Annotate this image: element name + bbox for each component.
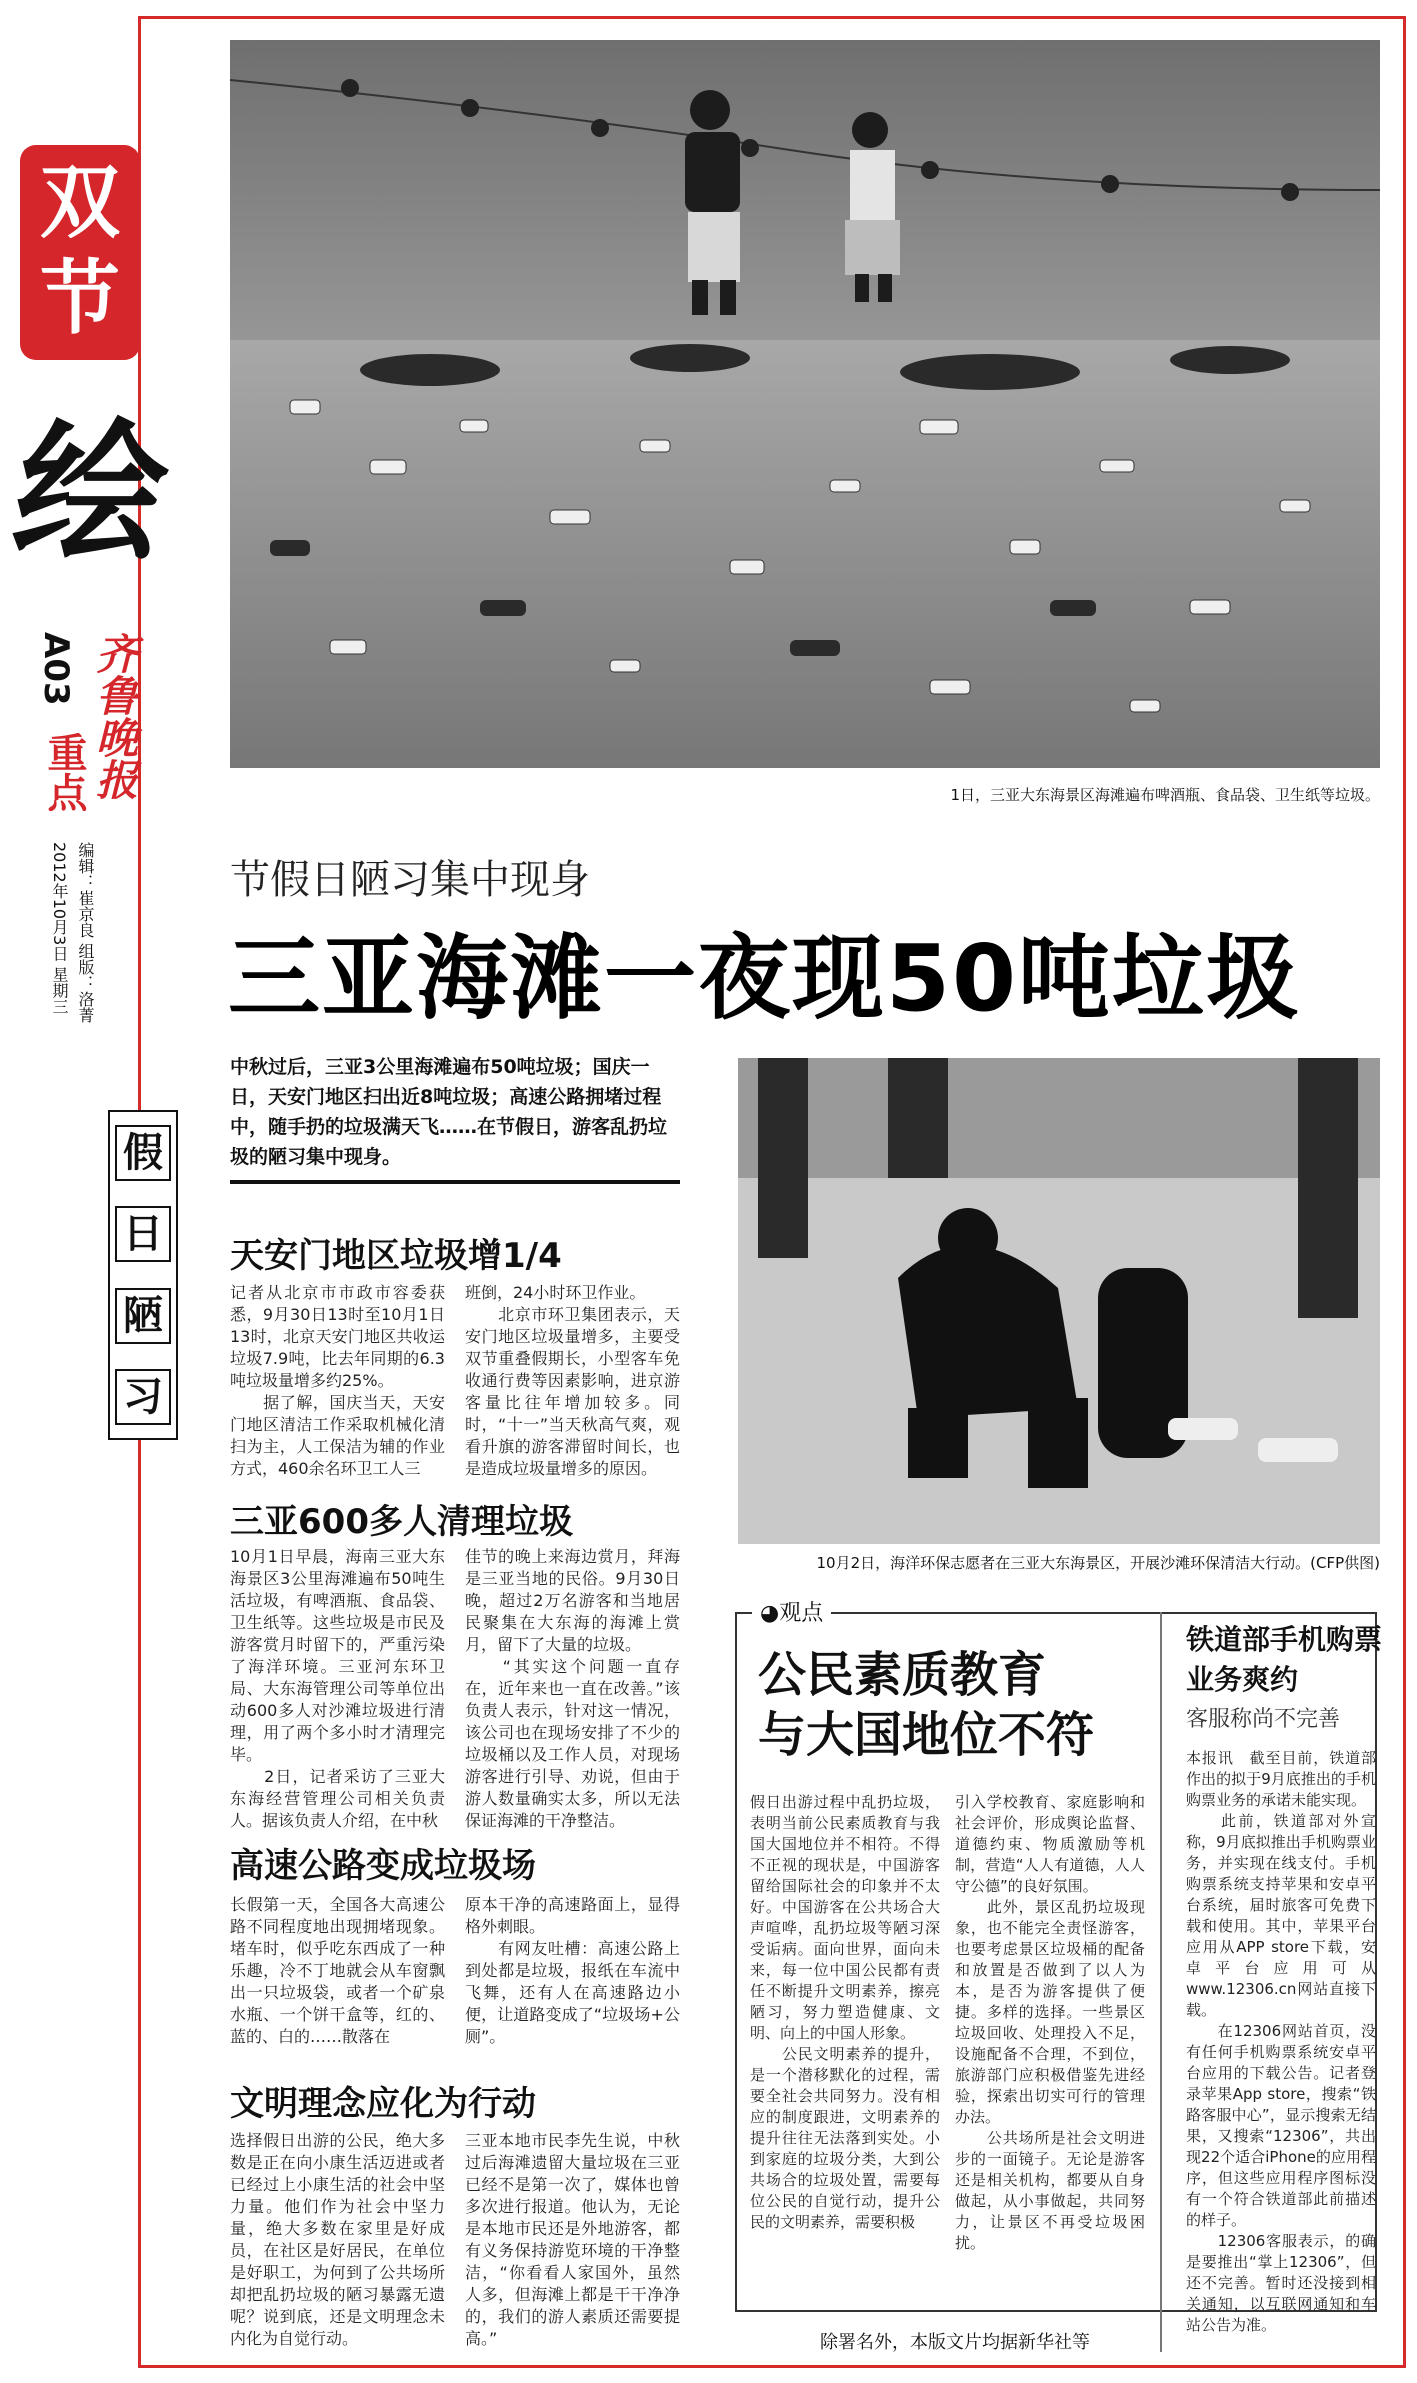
section-title: 文明理念应化为行动 xyxy=(230,2084,536,2124)
section-title: 高速公路变成垃圾场 xyxy=(230,1846,536,1886)
article-column: 记者从北京市市政市容委获悉，9月30日13时至10月1日13时，北京天安门地区共收运垃圾7.9吨，比去年同期的6.3吨垃圾量增多约25%。 据了解，国庆当天，天安门地区清洁工作采取机械化清扫为主，人工保洁为辅的作业方式，460余名环卫工人三 xyxy=(230,1283,445,1478)
photo2-caption: 10月2日，海洋环保志愿者在三亚大东海景区，开展沙滩环保清洁大行动。(CFP供图) xyxy=(816,1554,1380,1572)
volunteer-cleanup-photo xyxy=(738,1058,1380,1544)
article-column: 佳节的晚上来海边赏月，拜海是三亚当地的民俗。9月30日晚，超过2万名游客和当地居民聚集在大东海的海滩上赏月，留下了大量的垃圾。 “其实这个问题一直存在，近年来也一直在改善。”该负责人表示，针对这一情况，该公司也在现场安排了不少的垃圾桶以及工作人员，对现场游客进行引导、劝说，但由于游人数量确实太多，所以无法保证海滩的干净整洁。 xyxy=(465,1547,680,1830)
article-column: 长假第一天，全国各大高速公路不同程度地出现拥堵现象。堵车时，似乎吃东西成了一种乐趣，冷不丁地就会从车窗飘出一只垃圾袋，或者一个矿泉水瓶、一个饼干盒等，红的、蓝的、白的……散落在 xyxy=(230,1895,445,2046)
article-column: 三亚本地市民李先生说，中秋过后海滩遗留大量垃圾在三亚已经不是第一次了，媒体也曾多次进行报道。他认为，无论是本地市民还是外地游客，都有义务保持游览环境的干净整洁，“你看看人家国外，虽然人多，但海滩上都是干干净净的，我们的游人素质还需要提高。” xyxy=(465,2131,680,2348)
masthead-rail xyxy=(22,632,139,1152)
article-column: 选择假日出游的公民，绝大多数是正在向小康生活迈进或者已经过上小康生活的社会中坚力量。他们作为社会中坚力量，绝大多数在家里是好成员，在社区是好居民，在单位是好职工，为何到了公共场所却把乱扔垃圾的陋习暴露无遗呢？说到底，还是文明理念未内化为自觉行动。 xyxy=(230,2131,445,2348)
column-tag xyxy=(108,1110,178,1440)
opinion-tag: ◕观点 xyxy=(752,1596,831,1627)
column-tag-char: 习 xyxy=(115,1369,171,1425)
article-column: 原本干净的高速路面上，显得格外刺眼。 有网友吐槽：高速公路上到处都是垃圾，报纸在车流中飞舞，还有人在高速路边小便，让道路变成了“垃圾场+公厕”。 xyxy=(465,1895,680,2046)
page-number: A03 xyxy=(36,632,76,706)
section-title: 三亚600多人清理垃圾 xyxy=(230,1502,573,1542)
kicker: 节假日陋习集中现身 xyxy=(230,857,590,903)
opinion-title xyxy=(758,1645,1094,1765)
lead-paragraph: 中秋过后，三亚3公里海滩遍布50吨垃圾；国庆一日，天安门地区扫出近8吨垃圾；高速公路拥堵过程中，随手扔的垃圾满天飞……在节假日，游客乱扔垃圾的陋习集中现身。 xyxy=(230,1056,668,1168)
side-body: 本报讯 截至目前，铁道部作出的拟于9月底推出的手机购票业务的承诺未能实现。 此前，铁道部对外宣称，9月底拟推出手机购票业务，并实现在线支付。手机购票系统支持苹果和安卓平台系统，届时旅客可免费下载和使用。其中，苹果平台应用从APP store下载，安卓平台应用可从www.12306.cn网站直接下载。 在12306网站首页，没有任何手机购票系统安卓平台应用的下载公告。记者登录苹果App store，搜索“铁路客服中心”，显示搜索无结果，又搜索“12306”，共出现22个适合iPhone的应用程序，但这些应用程序图标没有一个符合铁道部此前描述的样子。 12306客服表示，的确是要推出“掌上12306”，但还不完善。暂时还没接到相关通知，以互联网通知和车站公告为准。 xyxy=(1186,1749,1376,2334)
issue-date: 2012年10月3日 星期三 xyxy=(50,842,69,1015)
masthead-badge xyxy=(20,145,140,360)
paper-name: 齐鲁晚报 xyxy=(90,632,139,800)
column-tag-char: 假 xyxy=(115,1125,171,1181)
article-column: 班倒，24小时环卫作业。 北京市环卫集团表示，天安门地区垃圾量增多，主要受双节重叠假期长，小型客车免收通行费等因素影响，进京游客量比往年增加较多。同时，“十一”当天秋高气爽，观看升旗的游客滞留时间长，也是造成垃圾量增多的原因。 xyxy=(465,1283,680,1478)
article-column: 10月1日早晨，海南三亚大东海景区3公里海滩遍布50吨生活垃圾，有啤酒瓶、食品袋、卫生纸等。这些垃圾是市民及游客赏月时留下的，严重污染了海洋环境。三亚河东环卫局、大东海管理公司等单位出动600多人对沙滩垃圾进行清理，用了两个多小时才清理完毕。 2日，记者采访了三亚大东海经营管理公司相关负责人。据该负责人介绍，在中秋 xyxy=(230,1547,445,1830)
side-subtitle: 客服称尚不完善 xyxy=(1186,1707,1341,1732)
volunteer-cleanup-image xyxy=(738,1058,1380,1544)
lead-rule xyxy=(230,1180,680,1184)
opinion-tag-label: 观点 xyxy=(779,1601,824,1626)
photo1-caption: 1日，三亚大东海景区海滩遍布啤酒瓶、食品袋、卫生纸等垃圾。 xyxy=(950,786,1380,804)
column-tag-char: 日 xyxy=(115,1206,171,1262)
side-title: 铁道部手机购票业务爽约 xyxy=(1186,1623,1383,1696)
badge-char-1: 双 xyxy=(40,156,120,249)
section-name: 重点 xyxy=(41,732,87,812)
beach-trash-image xyxy=(230,40,1380,768)
headline: 三亚海滩一夜现50吨垃圾 xyxy=(228,925,1301,1032)
section-title: 天安门地区垃圾增1/4 xyxy=(230,1236,562,1276)
editors: 编辑：崔京良 组版：洛菁 xyxy=(76,842,95,1024)
column-tag-char: 陋 xyxy=(115,1288,171,1344)
footnote: 除署名外，本版文片均据新华社等 xyxy=(820,2332,1090,2353)
opinion-column: 引入学校教育、家庭影响和社会评价，形成舆论监督、道德约束、物质激励等机制，营造“人人有道德，人人守公德”的良好氛围。 此外，景区乱扔垃圾现象，也不能完全责怪游客，也要考虑景区垃圾桶的配备和放置是否做到了以人为本，是否为游客提供了便捷。多样的选择。一些景区垃圾回收、处理投入不足，设施配备不合理，不到位，旅游部门应积极借鉴先进经验，探索出切实可行的管理办法。 公共场所是社会文明进步的一面镜子。无论是游客还是相关机构，都要从自身做起，从小事做起，共同努力，让景区不再受垃圾困扰。 xyxy=(955,1793,1145,2252)
opinion-column: 假日出游过程中乱扔垃圾，表明当前公民素质教育与我国大国地位并不相符。不得不正视的现状是，中国游客留给国际社会的印象并不太好。中国游客在公共场合大声喧哗，乱扔垃圾等陋习深受诟病。面向世界，面向未来，每一位中国公民都有责任不断提升文明素养，擦亮陋习，努力塑造健康、文明、向上的中国人形象。 公民文明素养的提升，是一个潜移默化的过程，需要全社会共同努力。没有相应的制度跟进，文明素养的提升往往无法落到实处。小到家庭的垃圾分类，大到公共场合的垃圾处置，需要每位公民的自觉行动，提升公民的文明素养，需要积极 xyxy=(750,1793,940,2231)
beach-trash-photo xyxy=(230,40,1380,768)
opinion-title-line: 与大国地位不符 xyxy=(758,1707,1095,1763)
masthead-brush-char: 绘 xyxy=(3,405,179,581)
opinion-title-line: 公民素质教育 xyxy=(758,1647,1047,1703)
badge-char-2: 节 xyxy=(40,252,120,345)
column-separator xyxy=(1160,1612,1162,2352)
